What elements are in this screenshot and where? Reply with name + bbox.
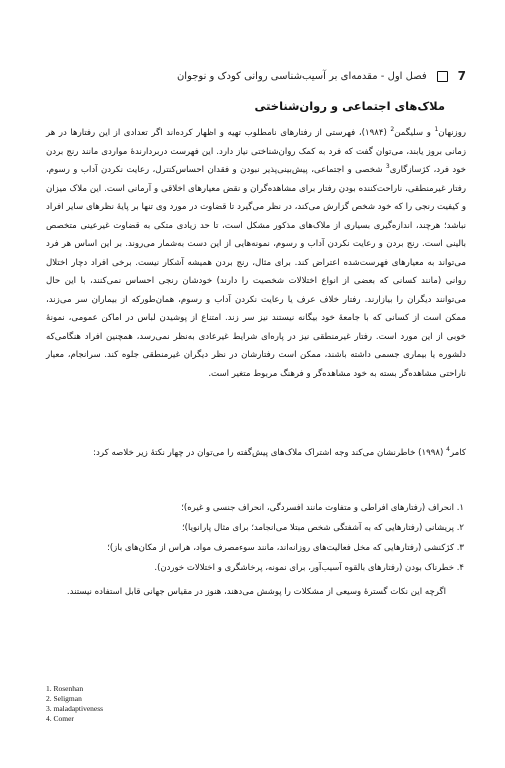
list-item: ۳. کژکنشی (رفتارهایی که مخل فعالیت‌های روزانه‌اند، مانند سوءمصرف مواد، هراس از مکان‌های باز)؛	[107, 543, 464, 553]
footnotes	[46, 684, 246, 724]
criteria-list	[40, 498, 464, 578]
paragraph-text: (۱۹۸۴)، فهرستی از رفتارهای نامطلوب تهیه و اظهار کرده‌اند اگر تعدادی از این رفتارها در هر زمانی بروز یابند، می‌توان گفت که فرد به کمک روان‌شناختی نیاز دارد. این فهرست دربردارندهٔ مواردی مانند رنج بردن خود فرد، کژسازگاری	[46, 128, 466, 175]
closing-paragraph: اگرچه این نکات گسترهٔ وسیعی از مشکلات را پوشش می‌دهند، هنوز در مقیاس جهانی قابل استفاده نیستند.	[66, 587, 446, 597]
book-icon	[437, 71, 448, 82]
paragraph-text: و سلیگمن	[394, 128, 435, 138]
paragraph-text: کامر	[449, 448, 466, 458]
section-title: ملاک‌های اجتماعی و روان‌شناختی	[254, 99, 445, 113]
list-item: ۲. پریشانی (رفتارهایی که به آشفتگی شخص مبتلا می‌انجامد؛ برای مثال پارانویا)؛	[181, 523, 464, 533]
conclusion-paragraph	[46, 444, 466, 463]
footnote: 4. Comer	[46, 714, 74, 723]
paragraph-text: روزنهان	[438, 128, 466, 138]
main-paragraph	[46, 124, 466, 383]
page-header	[46, 66, 466, 86]
paragraph-text: شخصی و اجتماعی، پیش‌بینی‌پذیر نبودن و فقدان احساس‌کنترل، رعایت نکردن آداب و رسوم، رفتار غیرمنطقی، ناراحت‌کننده بودن رفتار برای مشاهده‌گران و نقض معیارهای اخلاقی و آرمانی است. این ملاک میزان و کیفیت رنجی را که خود شخص گزارش می‌کند، در نظر می‌گیرد تا قضاوت در مورد وی تنها بر پایهٔ نظرهای سایر افراد نباشد؛ هرچند، اندازه‌گیری بسیاری از ملاک‌های مذکور مشکل است، تا حد زیادی متکی به قضاوت غیرعینی متخصص بالینی است. رنج بردن و رعایت نکردن آداب و رسوم، نمونه‌هایی از این دست به‌شمار می‌روند. بر این اساس هر فرد می‌تواند به معیارهای فهرست‌شده اعتراض کند. برای مثال، رنج بردن همیشه آشکار نیست. برخی افراد دچار اختلال روانی (مانند کسانی که بعضی از انواع اختلالات شخصیت را دارند) خودشان رنجی احساس نمی‌کنند، با این حال می‌توانند دیگران را بیازارند. رفتار خلاف عرف یا رعایت نکردن آداب و رسوم، همان‌طورکه از بیماران سر می‌زند، ممکن است از کسانی که با جامعهٔ خود بیگانه نیستند نیز سر زند. امتناع از پوشیدن لباس در اماکن عمومی، نمونهٔ خوبی از این مورد است. رفتار غیرمنطقی نیز در پاره‌ای شرایط غیرعادی به‌نظر نمی‌رسد، همچنین افراد هنگامی‌که دلشوره یا بیماری جسمی داشته باشند، ممکن است رفتارشان در نظر دیگران غیرمنطقی جلوه کند. سرانجام، معیار ناراحتی مشاهده‌گر بسته به خود مشاهده‌گر و فرهنگ مربوط متغیر است.	[46, 165, 466, 379]
page-number: 7	[457, 69, 466, 83]
footnote: 2. Seligman	[46, 694, 82, 703]
footnote: 3. maladaptiveness	[46, 704, 104, 713]
list-item: ۴. خطرناک بودن (رفتارهای بالقوه آسیب‌آور، برای نمونه، پرخاشگری و اختلالات خوردن).	[154, 563, 464, 573]
paragraph-text: (۱۹۹۸) خاطرنشان می‌کند وجه اشتراک ملاک‌های پیش‌گفته را می‌توان در چهار نکتهٔ زیر خلاصه کرد:	[93, 448, 447, 458]
footnote-ref: 2	[390, 126, 395, 134]
list-item: ۱. انحراف (رفتارهای افراطی و متفاوت مانند افسردگی، انحراف جنسی و غیره)؛	[181, 503, 464, 513]
running-title: فصل اول - مقدمه‌ای بر آسیب‌شناسی روانی کودک و نوجوان	[176, 70, 427, 82]
footnote-ref: 3	[385, 163, 390, 171]
footnote-ref: 4	[446, 446, 450, 454]
footnote-ref: 1	[434, 126, 439, 134]
footnote: 1. Rosenhan	[46, 684, 84, 693]
